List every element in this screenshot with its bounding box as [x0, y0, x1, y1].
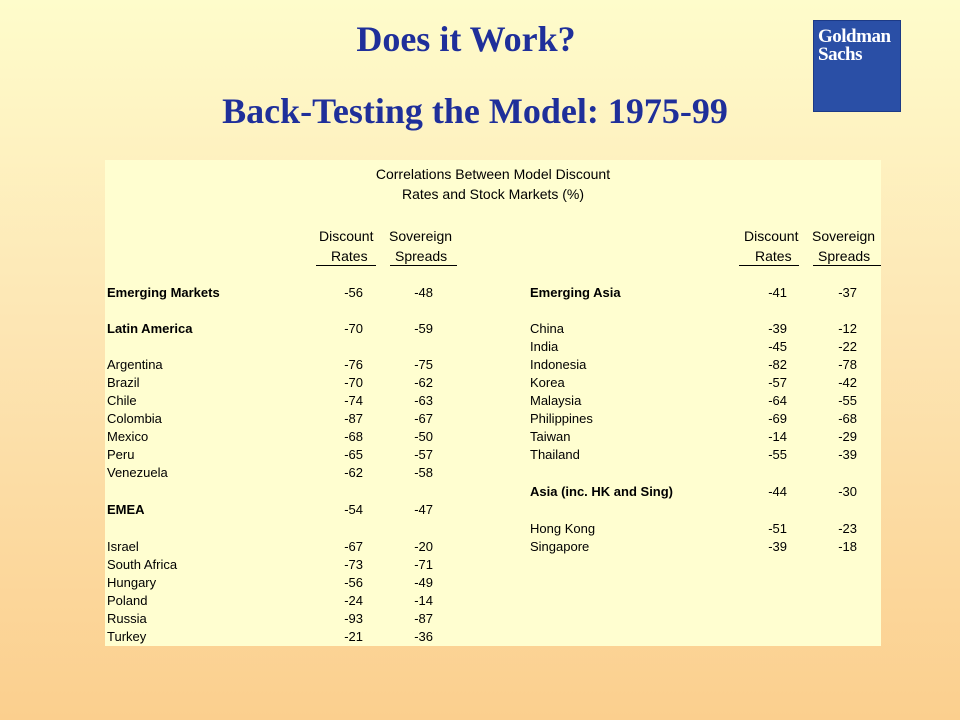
row-sovereign-spread: -22 — [838, 339, 857, 354]
row-label: Korea — [530, 375, 565, 390]
row-sovereign-spread: -23 — [838, 521, 857, 536]
row-sovereign-spread: -14 — [414, 593, 433, 608]
row-sovereign-spread: -36 — [414, 629, 433, 644]
row-sovereign-spread: -48 — [414, 285, 433, 300]
row-discount-rate: -70 — [344, 375, 363, 390]
row-discount-rate: -69 — [768, 411, 787, 426]
row-discount-rate: -65 — [344, 447, 363, 462]
row-label: India — [530, 339, 559, 354]
row-sovereign-spread: -87 — [414, 611, 433, 626]
row-discount-rate: -56 — [344, 575, 363, 590]
row-sovereign-spread: -39 — [838, 447, 857, 462]
left-header-spreads: Spreads — [395, 248, 448, 264]
row-sovereign-spread: -63 — [414, 393, 433, 408]
right-header-spreads: Spreads — [818, 248, 871, 264]
correlation-table — [105, 160, 881, 646]
row-sovereign-spread: -20 — [414, 539, 433, 554]
logo-line-2: Sachs — [818, 44, 862, 65]
right-header-rule-1 — [739, 265, 799, 266]
row-label: Hong Kong — [530, 521, 596, 536]
row-discount-rate: -87 — [344, 411, 363, 426]
row-sovereign-spread: -68 — [838, 411, 857, 426]
row-discount-rate: -39 — [768, 539, 787, 554]
row-label: Chile — [107, 393, 137, 408]
row-label: Latin America — [107, 321, 193, 336]
right-header-sovereign: Sovereign — [812, 228, 876, 244]
goldman-sachs-logo — [813, 20, 901, 112]
row-discount-rate: -39 — [768, 321, 787, 336]
row-discount-rate: -51 — [768, 521, 787, 536]
row-label: Emerging Markets — [107, 285, 220, 300]
row-discount-rate: -82 — [768, 357, 787, 372]
right-header-rates: Rates — [755, 248, 792, 264]
row-label: Peru — [107, 447, 135, 462]
row-discount-rate: -93 — [344, 611, 363, 626]
row-label: Taiwan — [530, 429, 571, 444]
left-header-discount: Discount — [319, 228, 374, 244]
right-header-rule-2 — [813, 265, 881, 266]
row-discount-rate: -24 — [344, 593, 363, 608]
row-discount-rate: -70 — [344, 321, 363, 336]
row-sovereign-spread: -71 — [414, 557, 433, 572]
row-discount-rate: -44 — [768, 484, 787, 499]
row-discount-rate: -64 — [768, 393, 787, 408]
left-header-rates: Rates — [331, 248, 368, 264]
row-label: EMEA — [107, 502, 145, 517]
row-discount-rate: -67 — [344, 539, 363, 554]
row-discount-rate: -74 — [344, 393, 363, 408]
row-discount-rate: -73 — [344, 557, 363, 572]
row-sovereign-spread: -49 — [414, 575, 433, 590]
row-discount-rate: -56 — [344, 285, 363, 300]
row-sovereign-spread: -62 — [414, 375, 433, 390]
row-discount-rate: -45 — [768, 339, 787, 354]
row-sovereign-spread: -37 — [838, 285, 857, 300]
row-discount-rate: -21 — [344, 629, 363, 644]
row-label: Thailand — [530, 447, 580, 462]
row-sovereign-spread: -47 — [414, 502, 433, 517]
row-label: Asia (inc. HK and Sing) — [530, 484, 674, 499]
row-label: Malaysia — [530, 393, 582, 408]
row-label: Argentina — [107, 357, 163, 372]
row-label: Hungary — [107, 575, 157, 590]
row-discount-rate: -41 — [768, 285, 787, 300]
row-sovereign-spread: -18 — [838, 539, 857, 554]
row-discount-rate: -55 — [768, 447, 787, 462]
row-sovereign-spread: -12 — [838, 321, 857, 336]
row-sovereign-spread: -58 — [414, 465, 433, 480]
row-sovereign-spread: -30 — [838, 484, 857, 499]
table-caption-line-1: Correlations Between Model Discount — [375, 166, 611, 182]
row-label: Israel — [107, 539, 139, 554]
row-label: China — [530, 321, 564, 336]
row-label: Russia — [107, 611, 147, 626]
row-discount-rate: -62 — [344, 465, 363, 480]
row-discount-rate: -68 — [344, 429, 363, 444]
row-label: Poland — [107, 593, 148, 608]
slide-title: Does it Work? — [356, 19, 576, 59]
row-discount-rate: -57 — [768, 375, 787, 390]
left-header-rule-2 — [390, 265, 457, 266]
row-label: Colombia — [107, 411, 162, 426]
left-header-sovereign: Sovereign — [389, 228, 453, 244]
row-label: Brazil — [107, 375, 140, 390]
row-sovereign-spread: -42 — [838, 375, 857, 390]
right-header-discount: Discount — [744, 228, 799, 244]
row-label: South Africa — [107, 557, 178, 572]
row-discount-rate: -76 — [344, 357, 363, 372]
row-label: Singapore — [530, 539, 590, 554]
left-header-rule-1 — [316, 265, 376, 266]
row-discount-rate: -54 — [344, 502, 363, 517]
slide-subtitle: Back-Testing the Model: 1975-99 — [222, 91, 728, 131]
row-label: Turkey — [107, 629, 147, 644]
row-sovereign-spread: -78 — [838, 357, 857, 372]
row-sovereign-spread: -67 — [414, 411, 433, 426]
row-sovereign-spread: -75 — [414, 357, 433, 372]
row-sovereign-spread: -50 — [414, 429, 433, 444]
row-sovereign-spread: -55 — [838, 393, 857, 408]
row-discount-rate: -14 — [768, 429, 787, 444]
row-label: Indonesia — [530, 357, 587, 372]
row-sovereign-spread: -57 — [414, 447, 433, 462]
row-label: Emerging Asia — [530, 285, 621, 300]
row-label: Mexico — [107, 429, 149, 444]
table-caption-line-2: Rates and Stock Markets (%) — [401, 186, 585, 202]
logo-line-1: Goldman — [818, 26, 891, 47]
row-sovereign-spread: -59 — [414, 321, 433, 336]
row-label: Venezuela — [107, 465, 168, 480]
row-sovereign-spread: -29 — [838, 429, 857, 444]
row-label: Philippines — [530, 411, 593, 426]
